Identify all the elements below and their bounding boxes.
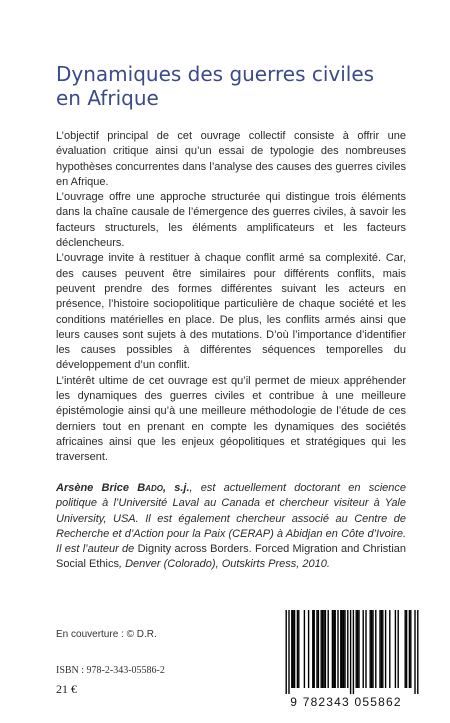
barcode-number: 9 782343 055862 (290, 695, 402, 709)
barcode-bar (358, 610, 359, 688)
barcode-bar (297, 610, 298, 688)
author-first-name: Arsène Brice (56, 482, 138, 494)
barcode-bar (323, 610, 324, 688)
barcode-bar (312, 610, 313, 688)
barcode-bar (293, 610, 294, 688)
barcode-bar (414, 610, 415, 694)
author-bio-part-1: , est actuellement doctorant en science politique à l’Université Laval au Canada et chercheur visiteur à Yale University, USA. Il est également chercheur associé au Centre de Recherche et d’Action pour la Paix (CERAP) à Abidjan en Côte d’Ivoire. Il est l’auteur de (56, 482, 406, 556)
barcode-bar (322, 610, 323, 688)
barcode-bar (398, 610, 399, 688)
title-line-2: en Afrique (56, 86, 159, 110)
description-paragraph-1: L’objectif principal de cet ouvrage collectif consiste à offrir une évaluation critique ainsi qu’un essai de typologie des nombreuses hypothèses concurrentes dans l’analyse des causes des guerres civiles en Afrique. (56, 130, 406, 188)
barcode-bar (381, 610, 382, 688)
barcode-bar (365, 610, 366, 688)
barcode-bar (291, 610, 292, 688)
barcode-bar (342, 610, 343, 688)
isbn: ISBN : 978-2-343-05586-2 (56, 665, 165, 676)
barcode-bar (375, 610, 376, 688)
barcode-bar (316, 610, 317, 688)
barcode-bar (379, 610, 380, 688)
barcode-bar (356, 610, 357, 688)
barcode-bars (270, 606, 422, 696)
barcode-bar (406, 610, 407, 688)
barcode-bar (321, 610, 322, 688)
author-bio (56, 481, 406, 573)
barcode-bar (343, 610, 344, 688)
barcode-bar (333, 610, 334, 688)
description-paragraph-4: L’intérêt ultime de cet ouvrage est qu’il permet de mieux appréhender les dynamiques des guerres civiles et contribue à une meilleure épistémologie ainsi qu’à une meilleure méthodologie de l’étude de ces derniers tout en prenant en compte les dynamiques des sociétés africaines ainsi que les enjeux géopolitiques et stratégiques qui les traversent. (56, 374, 406, 464)
barcode-bar (335, 610, 336, 688)
barcode-bar (344, 610, 345, 688)
price: 21 € (56, 682, 77, 696)
description-paragraph-2: L’ouvrage offre une approche structurée qui distingue trois éléments dans la chaîne causale de l’émergence des guerres civiles, à savoir les facteurs structurels, les éléments amplificateurs et les facteurs déclencheurs. (56, 191, 406, 250)
barcode-bar (286, 610, 287, 694)
barcode (270, 606, 422, 723)
barcode-bar (389, 610, 390, 688)
author-suffix: , s.j. (162, 482, 190, 494)
barcode-bar (337, 610, 338, 688)
barcode-bar (410, 610, 411, 688)
description-paragraph-3: L’ouvrage invite à restituer à chaque conflit armé sa complexité. Car, des causes peuvent être similaires pour différents conflits, mais peuvent prendre des formes différentes suivant les acteurs en présence, l’histoire sociopolitique particulière de chaque société et les conditions matérielles en place. De plus, les conflits armés ainsi que leurs causes sont sujets à des mutations. D’où l’importance d’identifier les causes possibles à différentes séquences temporelles du développement d’un conflit. (56, 252, 406, 372)
title-line-1: Dynamiques des guerres civiles (56, 62, 375, 86)
author-last-name: Bado (137, 482, 163, 494)
barcode-bar (318, 610, 319, 688)
barcode-bar (340, 610, 341, 688)
barcode-bar (417, 610, 418, 694)
barcode-bar (370, 610, 371, 688)
barcode-bar (332, 610, 333, 688)
barcode-bar (350, 610, 351, 694)
barcode-bar (405, 610, 406, 688)
barcode-bar (325, 610, 326, 688)
author-paragraph (56, 481, 406, 573)
barcode-bar (372, 610, 373, 688)
barcode-bar (304, 610, 305, 688)
barcode-bar (363, 610, 364, 688)
barcode-bar (294, 610, 295, 688)
barcode-bar (347, 610, 348, 688)
barcode-bar (382, 610, 383, 688)
cover-credit: En couverture : © D.R. (56, 629, 157, 640)
barcode-bar (371, 610, 372, 688)
barcode-bar (288, 610, 289, 694)
barcode-bar (298, 610, 299, 688)
barcode-bar (395, 610, 396, 688)
barcode-bar (409, 610, 410, 688)
barcode-bar (385, 610, 386, 688)
barcode-bar (308, 610, 309, 688)
barcode-bar (353, 610, 354, 694)
description (56, 129, 406, 466)
barcode-bar (328, 610, 329, 688)
author-book-title: Dignity across Borders. Forced Migration and Christian Social Ethics (56, 543, 406, 571)
author-name (56, 482, 190, 494)
book-title (56, 62, 416, 110)
author-bio-part-2: , Denver (Colorado), Outskirts Press, 2010. (118, 558, 330, 571)
barcode-bar (314, 610, 315, 688)
barcode-bar (357, 610, 358, 688)
